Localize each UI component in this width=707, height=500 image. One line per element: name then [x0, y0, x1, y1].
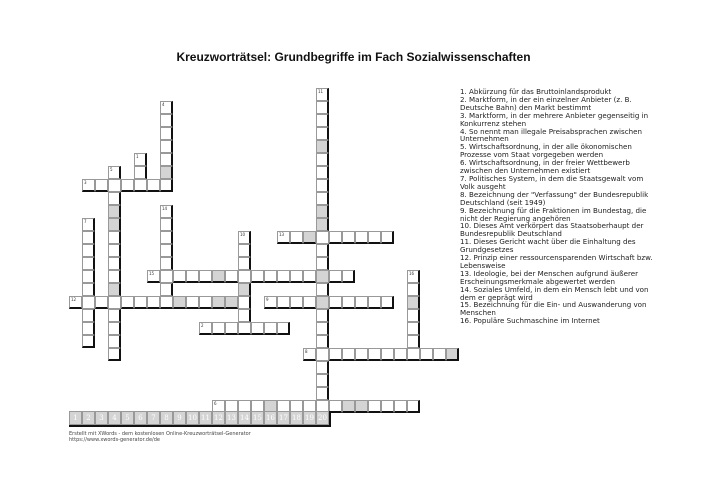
grid-cell[interactable]: [134, 179, 147, 192]
grid-cell[interactable]: [108, 244, 121, 257]
grid-cell[interactable]: [186, 270, 199, 283]
grid-cell[interactable]: [108, 218, 121, 231]
grid-cell[interactable]: [342, 400, 355, 413]
clue-item: 4. So nennt man illegale Preisabsprachen zwischen Unternehmen: [460, 126, 642, 144]
solution-cell[interactable]: 7: [147, 411, 160, 425]
grid-cell[interactable]: [355, 400, 368, 413]
grid-cell[interactable]: [199, 270, 212, 283]
solution-cell[interactable]: 9: [173, 411, 186, 425]
grid-cell[interactable]: [316, 231, 329, 244]
grid-cell[interactable]: [407, 335, 420, 348]
grid-cell[interactable]: [82, 179, 95, 192]
grid-cell[interactable]: [212, 296, 225, 309]
grid-cell[interactable]: [407, 400, 420, 413]
grid-cell[interactable]: [108, 231, 121, 244]
grid-cell[interactable]: [160, 244, 173, 257]
solution-cell[interactable]: 4: [108, 411, 121, 425]
grid-cell[interactable]: [238, 231, 251, 244]
grid-cell[interactable]: [160, 296, 173, 309]
grid-cell[interactable]: [108, 283, 121, 296]
grid-cell[interactable]: [82, 322, 95, 335]
grid-cell[interactable]: [238, 309, 251, 322]
grid-cell[interactable]: [238, 296, 251, 309]
grid-cell[interactable]: [95, 179, 108, 192]
grid-cell[interactable]: [160, 179, 173, 192]
clue-number: 15: [149, 271, 155, 276]
grid-cell[interactable]: [108, 192, 121, 205]
grid-cell[interactable]: [69, 296, 82, 309]
grid-cell[interactable]: [134, 153, 147, 166]
grid-cell[interactable]: [160, 101, 173, 114]
grid-cell[interactable]: [316, 205, 329, 218]
grid-cell[interactable]: [160, 166, 173, 179]
grid-cell[interactable]: [238, 322, 251, 335]
solution-cell[interactable]: 8: [160, 411, 173, 425]
clue-item: 2. Marktform, in der ein einzelner Anbieter (z. B. Deutsche Bahn) den Markt bestimmt: [460, 94, 632, 112]
solution-cell[interactable]: 19: [303, 411, 316, 425]
grid-cell[interactable]: [82, 335, 95, 348]
clue-item: 13. Ideologie, bei der Menschen aufgrund äußerer Erscheinungsmerkmale abgewertet werden: [460, 268, 639, 286]
grid-cell[interactable]: [160, 257, 173, 270]
grid-cell[interactable]: [381, 231, 394, 244]
grid-cell[interactable]: [108, 348, 121, 361]
grid-cell[interactable]: [407, 283, 420, 296]
grid-cell[interactable]: [82, 283, 95, 296]
grid-cell[interactable]: [173, 296, 186, 309]
grid-cell[interactable]: [316, 140, 329, 153]
clue-item: 10. Dieses Amt verkörpert das Staatsoberhaupt der Bundesrepublik Deutschland: [460, 221, 644, 239]
grid-cell[interactable]: [394, 400, 407, 413]
grid-cell[interactable]: [316, 179, 329, 192]
footer: [69, 431, 251, 443]
grid-cell[interactable]: [121, 179, 134, 192]
clue-item: 16. Populäre Suchmaschine im Internet: [460, 316, 600, 326]
grid-cell[interactable]: [225, 296, 238, 309]
grid-cell[interactable]: [316, 348, 329, 361]
grid-cell[interactable]: [121, 296, 134, 309]
grid-cell[interactable]: [277, 322, 290, 335]
grid-cell[interactable]: [264, 322, 277, 335]
grid-cell[interactable]: [95, 296, 108, 309]
grid-cell[interactable]: [329, 296, 342, 309]
clue-number: 2: [201, 323, 204, 328]
grid-cell[interactable]: [212, 270, 225, 283]
grid-cell[interactable]: [82, 244, 95, 257]
grid-cell[interactable]: [264, 270, 277, 283]
grid-cell[interactable]: [82, 309, 95, 322]
grid-cell[interactable]: [355, 231, 368, 244]
clue-list: [460, 88, 660, 325]
grid-cell[interactable]: [290, 296, 303, 309]
grid-cell[interactable]: [407, 322, 420, 335]
clue-item: 15. Bezeichnung für die Ein- und Auswanderung von Menschen: [460, 300, 647, 318]
grid-cell[interactable]: [147, 296, 160, 309]
grid-cell[interactable]: [160, 153, 173, 166]
grid-cell[interactable]: [82, 231, 95, 244]
grid-cell[interactable]: [355, 348, 368, 361]
grid-cell[interactable]: [316, 387, 329, 400]
grid-cell[interactable]: [82, 270, 95, 283]
grid-cell[interactable]: [446, 348, 459, 361]
grid-cell[interactable]: [407, 309, 420, 322]
clue-item: 6. Wirtschaftsordnung, in der freier Wettbewerb zwischen den Unternehmen existiert: [460, 158, 630, 176]
clue-item: 7. Politisches System, in dem die Staatsgewalt vom Volk ausgeht: [460, 173, 644, 191]
clue-number: 5: [110, 167, 113, 172]
grid-cell[interactable]: [316, 101, 329, 114]
grid-cell[interactable]: [316, 153, 329, 166]
grid-cell[interactable]: [251, 322, 264, 335]
grid-cell[interactable]: [277, 270, 290, 283]
grid-cell[interactable]: [381, 296, 394, 309]
clue-number: 10: [240, 232, 246, 237]
grid-cell[interactable]: [316, 127, 329, 140]
clue-number: 13: [279, 232, 285, 237]
clue-number: 4: [162, 102, 165, 107]
grid-cell[interactable]: [277, 296, 290, 309]
grid-cell[interactable]: [433, 348, 446, 361]
grid-cell[interactable]: [160, 140, 173, 153]
solution-cell[interactable]: 5: [121, 411, 134, 425]
grid-cell[interactable]: [225, 270, 238, 283]
grid-cell[interactable]: [303, 231, 316, 244]
grid-cell[interactable]: [264, 296, 277, 309]
clue-number: 6: [214, 401, 217, 406]
clue-item: 3. Marktform, in der mehrere Anbieter gegenseitig in Konkurrenz stehen: [460, 110, 649, 128]
grid-cell[interactable]: [82, 218, 95, 231]
clue-item: 9. Bezeichnung für die Fraktionen im Bundestag, die nicht der Regierung angehören: [460, 205, 647, 223]
solution-cell[interactable]: 15: [251, 411, 264, 425]
grid-cell[interactable]: [316, 244, 329, 257]
grid-cell[interactable]: [316, 257, 329, 270]
grid-cell[interactable]: [316, 322, 329, 335]
grid-cell[interactable]: [238, 270, 251, 283]
grid-cell[interactable]: [303, 348, 316, 361]
solution-cell[interactable]: 12: [212, 411, 225, 425]
grid-cell[interactable]: [277, 231, 290, 244]
solution-bar: [69, 411, 331, 427]
grid-cell[interactable]: [303, 296, 316, 309]
solution-cell[interactable]: 14: [238, 411, 251, 425]
grid-cell[interactable]: [407, 270, 420, 283]
solution-cell[interactable]: 17: [277, 411, 290, 425]
grid-cell[interactable]: [342, 348, 355, 361]
puzzle-title: Kreuzworträtsel: Grundbegriffe im Fach Sozialwissenschaften: [176, 50, 531, 64]
grid-cell[interactable]: [303, 270, 316, 283]
grid-cell[interactable]: [329, 270, 342, 283]
solution-cell[interactable]: 3: [95, 411, 108, 425]
grid-cell[interactable]: [316, 218, 329, 231]
grid-cell[interactable]: [173, 270, 186, 283]
solution-cell[interactable]: 13: [225, 411, 238, 425]
grid-cell[interactable]: [381, 348, 394, 361]
clue-number: 16: [409, 271, 415, 276]
clue-number: 1: [136, 154, 139, 159]
grid-cell[interactable]: [316, 166, 329, 179]
grid-cell[interactable]: [238, 244, 251, 257]
grid-cell[interactable]: [290, 270, 303, 283]
grid-cell[interactable]: [134, 166, 147, 179]
grid-cell[interactable]: [160, 283, 173, 296]
grid-cell[interactable]: [160, 127, 173, 140]
solution-cell[interactable]: 18: [290, 411, 303, 425]
grid-cell[interactable]: [394, 348, 407, 361]
grid-cell[interactable]: [238, 257, 251, 270]
grid-cell[interactable]: [316, 114, 329, 127]
grid-cell[interactable]: [316, 283, 329, 296]
grid-cell[interactable]: [420, 348, 433, 361]
clue-item: 12. Prinzip einer ressourcensparenden Wirtschaft bzw. Lebensweise: [460, 253, 653, 270]
grid-cell[interactable]: [251, 270, 264, 283]
grid-cell[interactable]: [342, 270, 355, 283]
grid-cell[interactable]: [316, 88, 329, 101]
grid-cell[interactable]: [329, 231, 342, 244]
grid-cell[interactable]: [82, 257, 95, 270]
grid-cell[interactable]: [342, 231, 355, 244]
footer-credit: Erstellt mit XWords - dem kostenlosen Online-Kreuzworträtsel-Generator: [69, 431, 251, 437]
footer-url[interactable]: https://www.xwords-generator.de/de: [69, 437, 160, 443]
solution-cell[interactable]: 20: [316, 411, 329, 425]
grid-cell[interactable]: [316, 309, 329, 322]
grid-cell[interactable]: [316, 374, 329, 387]
grid-cell[interactable]: [316, 192, 329, 205]
solution-cell[interactable]: 16: [264, 411, 277, 425]
clue-number: 8: [305, 349, 308, 354]
grid-cell[interactable]: [381, 400, 394, 413]
grid-cell[interactable]: [225, 322, 238, 335]
grid-cell[interactable]: [186, 296, 199, 309]
grid-cell[interactable]: [108, 166, 121, 179]
clue-item: 5. Wirtschaftsordnung, in der alle ökonomischen Prozesse vom Staat vorgegeben werden: [460, 142, 632, 160]
grid-cell[interactable]: [329, 348, 342, 361]
grid-cell[interactable]: [238, 283, 251, 296]
grid-cell[interactable]: [160, 231, 173, 244]
grid-cell[interactable]: [160, 218, 173, 231]
grid-cell[interactable]: [108, 257, 121, 270]
clue-number: 3: [84, 180, 87, 185]
solution-cell[interactable]: 6: [134, 411, 147, 425]
grid-cell[interactable]: [368, 296, 381, 309]
solution-cell[interactable]: 10: [186, 411, 199, 425]
grid-cell[interactable]: [316, 270, 329, 283]
grid-cell[interactable]: [368, 231, 381, 244]
grid-cell[interactable]: [108, 335, 121, 348]
grid-cell[interactable]: [160, 205, 173, 218]
clue-item: 8. Bezeichnung der "Verfassung" der Bundesrepublik Deutschland (seit 1949): [460, 189, 649, 207]
grid-cell[interactable]: [407, 348, 420, 361]
clue-number: 14: [162, 206, 168, 211]
clue-item: 11. Dieses Gericht wacht über die Einhaltung des Grundgesetzes: [460, 237, 636, 255]
grid-cell[interactable]: [108, 179, 121, 192]
clue-item: 1. Abkürzung für das Bruttoinlandsprodukt: [460, 87, 612, 96]
grid-cell[interactable]: [407, 296, 420, 309]
grid-cell[interactable]: [290, 231, 303, 244]
clue-item: 14. Soziales Umfeld, in dem ein Mensch lebt und von dem er geprägt wird: [460, 284, 649, 302]
grid-cell[interactable]: [108, 309, 121, 322]
grid-cell[interactable]: [316, 296, 329, 309]
grid-cell[interactable]: [108, 296, 121, 309]
grid-cell[interactable]: [147, 179, 160, 192]
grid-cell[interactable]: [199, 322, 212, 335]
grid-cell[interactable]: [342, 296, 355, 309]
clue-number: 7: [84, 219, 87, 224]
grid-cell[interactable]: [368, 400, 381, 413]
grid-cell[interactable]: [199, 296, 212, 309]
solution-cell[interactable]: 1: [69, 411, 82, 425]
clue-number: 11: [318, 89, 324, 94]
grid-cell[interactable]: [147, 270, 160, 283]
clue-number: 9: [266, 297, 269, 302]
grid-cell[interactable]: [160, 270, 173, 283]
grid-cell[interactable]: [316, 361, 329, 374]
grid-cell[interactable]: [160, 114, 173, 127]
grid-cell[interactable]: [108, 270, 121, 283]
grid-cell[interactable]: [368, 348, 381, 361]
solution-cell[interactable]: 11: [199, 411, 212, 425]
grid-cell[interactable]: [82, 296, 95, 309]
grid-cell[interactable]: [212, 322, 225, 335]
grid-cell[interactable]: [108, 322, 121, 335]
solution-cell[interactable]: 2: [82, 411, 95, 425]
grid-cell[interactable]: [316, 335, 329, 348]
grid-cell[interactable]: [108, 205, 121, 218]
clue-number: 12: [71, 297, 77, 302]
grid-cell[interactable]: [355, 296, 368, 309]
grid-cell[interactable]: [134, 296, 147, 309]
